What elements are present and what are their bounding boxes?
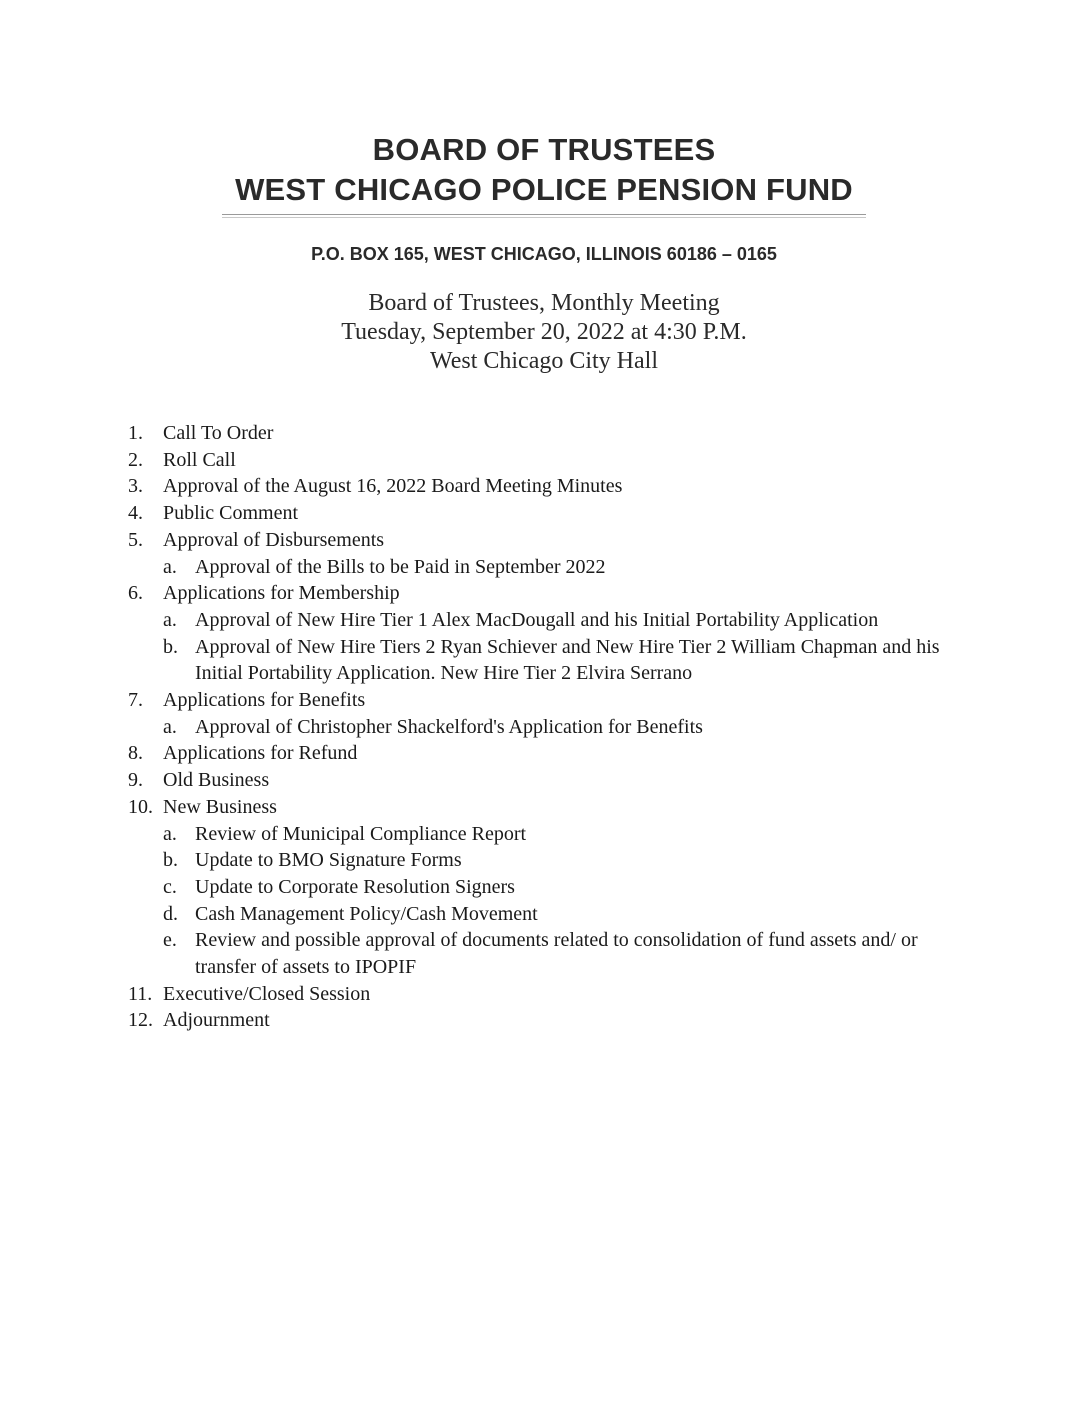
agenda-subitem-text: Update to Corporate Resolution Signers	[195, 875, 515, 898]
agenda-item	[128, 740, 988, 767]
agenda-item-text: Public Comment	[163, 502, 298, 525]
agenda-subitem-text: Approval of the Bills to be Paid in September 2022	[195, 555, 606, 578]
agenda-subitem-letter: c.	[163, 875, 177, 898]
agenda-subitem-text: Approval of New Hire Tier 1 Alex MacDougall and his Initial Portability Application	[195, 608, 879, 631]
agenda-item-number: 7.	[128, 689, 143, 712]
header-divider-secondary	[222, 217, 866, 218]
meeting-location: West Chicago City Hall	[429, 348, 659, 374]
agenda-item	[128, 473, 988, 500]
agenda-item-text: Old Business	[163, 769, 270, 792]
agenda-item-text: Executive/Closed Session	[163, 982, 371, 1005]
agenda-item	[128, 767, 988, 794]
agenda-item	[128, 420, 988, 447]
agenda-subitem	[128, 607, 988, 634]
agenda-item-text: New Business	[163, 795, 277, 818]
agenda-item-text: Applications for Refund	[163, 742, 358, 765]
agenda-item-number: 1.	[128, 422, 143, 444]
agenda-item-number: 5.	[128, 528, 143, 551]
agenda-item	[128, 1007, 988, 1034]
agenda-item-number: 12.	[128, 1009, 153, 1032]
agenda-item	[128, 447, 988, 474]
agenda-subitem	[128, 847, 988, 874]
agenda-subitem-letter: a.	[163, 822, 177, 845]
agenda-item-text: Approval of Disbursements	[163, 528, 385, 551]
title-line-2: WEST CHICAGO POLICE PENSION FUND	[235, 172, 853, 207]
meeting-name: Board of Trustees, Monthly Meeting	[368, 290, 720, 316]
agenda-item-text: Adjournment	[163, 1009, 270, 1032]
agenda-subitem-letter: a.	[163, 608, 177, 631]
agenda-subitem-text: Review and possible approval of documents related to consolidation of fund assets and/ or transfer of assets to IPOPIF	[195, 929, 918, 979]
meeting-info	[0, 289, 1088, 376]
agenda-subitem	[128, 634, 988, 687]
agenda-item-number: 8.	[128, 742, 143, 765]
agenda-item	[128, 580, 988, 607]
agenda-item-text: Roll Call	[163, 448, 236, 471]
agenda-item-text: Approval of the August 16, 2022 Board Meeting Minutes	[163, 475, 623, 498]
agenda-subitem	[128, 714, 988, 741]
agenda-item-number: 6.	[128, 582, 143, 605]
agenda-subitem-letter: a.	[163, 715, 177, 738]
agenda-subitem-text: Approval of New Hire Tiers 2 Ryan Schiever and New Hire Tier 2 William Chapman and his Initial Portability Application. New Hire Tier 2 Elvira Serrano	[195, 635, 940, 685]
agenda-item	[128, 981, 988, 1008]
agenda-item-text: Applications for Membership	[163, 582, 400, 605]
agenda-item-text: Call To Order	[163, 422, 274, 444]
agenda-subitem-letter: b.	[163, 849, 178, 872]
agenda-subitem	[128, 554, 988, 581]
agenda-list	[128, 420, 988, 1034]
address-line: P.O. BOX 165, WEST CHICAGO, ILLINOIS 60186 – 0165	[311, 244, 777, 264]
title-line-1: BOARD OF TRUSTEES	[372, 132, 716, 167]
agenda-subitem	[128, 927, 988, 980]
agenda-subitem-text: Update to BMO Signature Forms	[195, 849, 462, 872]
agenda-subitem-letter: b.	[163, 635, 178, 658]
document-header	[0, 130, 1088, 210]
agenda-subitem-letter: a.	[163, 555, 177, 578]
agenda-subitem-text: Cash Management Policy/Cash Movement	[195, 902, 538, 925]
agenda-subitem	[128, 821, 988, 848]
agenda-item	[128, 794, 988, 821]
agenda-subitem-letter: d.	[163, 902, 178, 925]
agenda-subitem	[128, 901, 988, 928]
agenda-item-number: 4.	[128, 502, 143, 525]
agenda-item	[128, 500, 988, 527]
agenda-item	[128, 687, 988, 714]
agenda-item-number: 9.	[128, 769, 143, 792]
agenda-item-number: 10.	[128, 795, 153, 818]
agenda-item-text: Applications for Benefits	[163, 689, 366, 712]
header-divider	[222, 214, 866, 215]
agenda-item-number: 11.	[128, 982, 153, 1005]
agenda-subitem-letter: e.	[163, 929, 177, 952]
agenda-item	[128, 527, 988, 554]
agenda-subitem-text: Review of Municipal Compliance Report	[195, 822, 527, 845]
agenda-item-number: 2.	[128, 448, 143, 471]
meeting-datetime: Tuesday, September 20, 2022 at 4:30 P.M.	[341, 319, 747, 345]
agenda-item-number: 3.	[128, 475, 143, 498]
agenda-subitem	[128, 874, 988, 901]
agenda-subitem-text: Approval of Christopher Shackelford's Application for Benefits	[195, 715, 703, 738]
